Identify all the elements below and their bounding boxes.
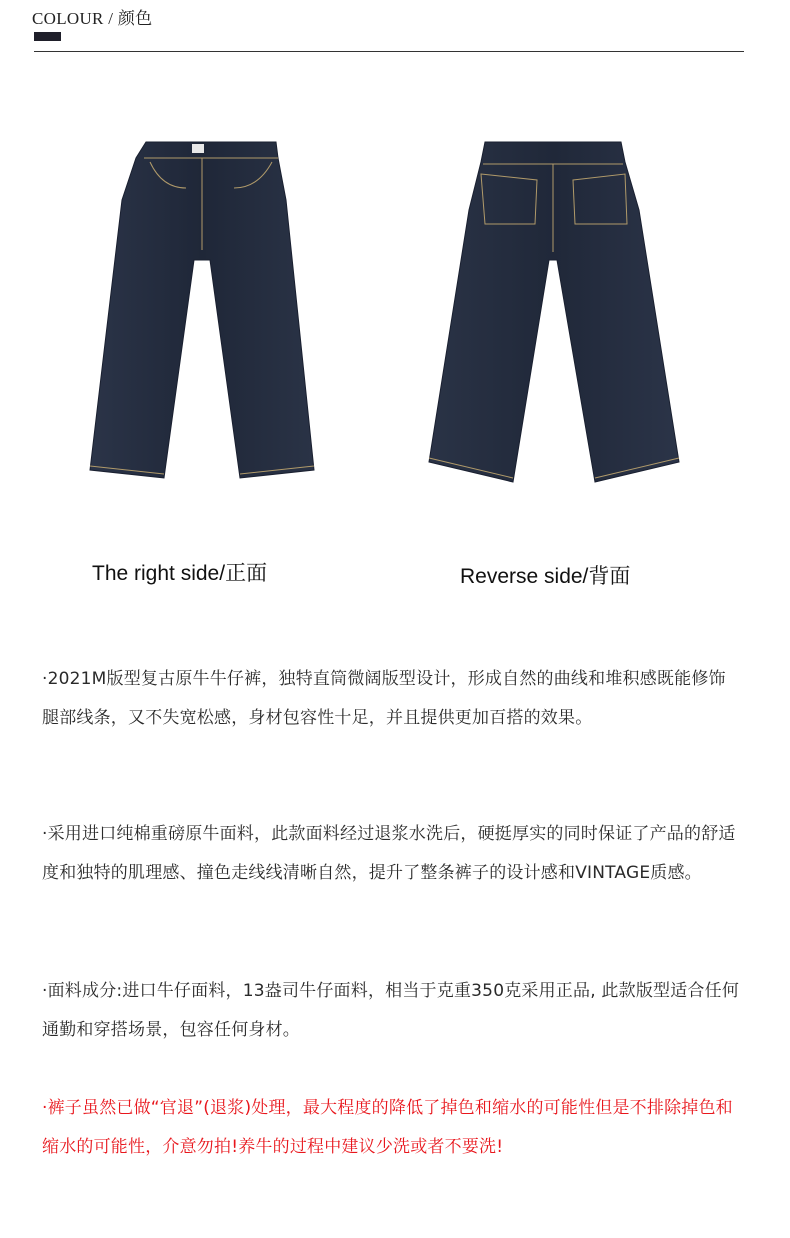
front-caption: The right side/正面 [92, 562, 268, 585]
description-paragraph-fit: ·2021M版型复古原牛牛仔裤，独特直筒微阔版型设计，形成自然的曲线和堆积感既能修饰腿部线条，又不失宽松感，身材包容性十足，并且提供更加百搭的效果。 [42, 669, 726, 728]
care-warning-paragraph: ·裤子虽然已做“官退”(退浆)处理，最大程度的降低了掉色和缩水的可能性但是不排除掉色和缩水的可能性，介意勿拍!养牛的过程中建议少洗或者不要洗! [42, 1098, 733, 1157]
description-paragraph-fabric: ·采用进口纯棉重磅原牛面料，此款面料经过退浆水洗后，硬挺厚实的同时保证了产品的舒适度和独特的肌理感、撞色走线线清晰自然，提升了整条裤子的设计感和VINTAGE质感。 [42, 824, 736, 883]
section-title: COLOUR / 颜色 [32, 9, 153, 28]
title-accent-bar [34, 32, 61, 41]
front-jeans-image [88, 140, 318, 485]
back-caption: Reverse side/背面 [460, 565, 631, 588]
description-paragraph-composition: ·面料成分:进口牛仔面料，13盎司牛仔面料，相当于克重350克采用正品, 此款版型适合任何通勤和穿搭场景，包容任何身材。 [42, 981, 740, 1040]
back-jeans-image [425, 140, 685, 485]
header-divider [34, 51, 744, 52]
